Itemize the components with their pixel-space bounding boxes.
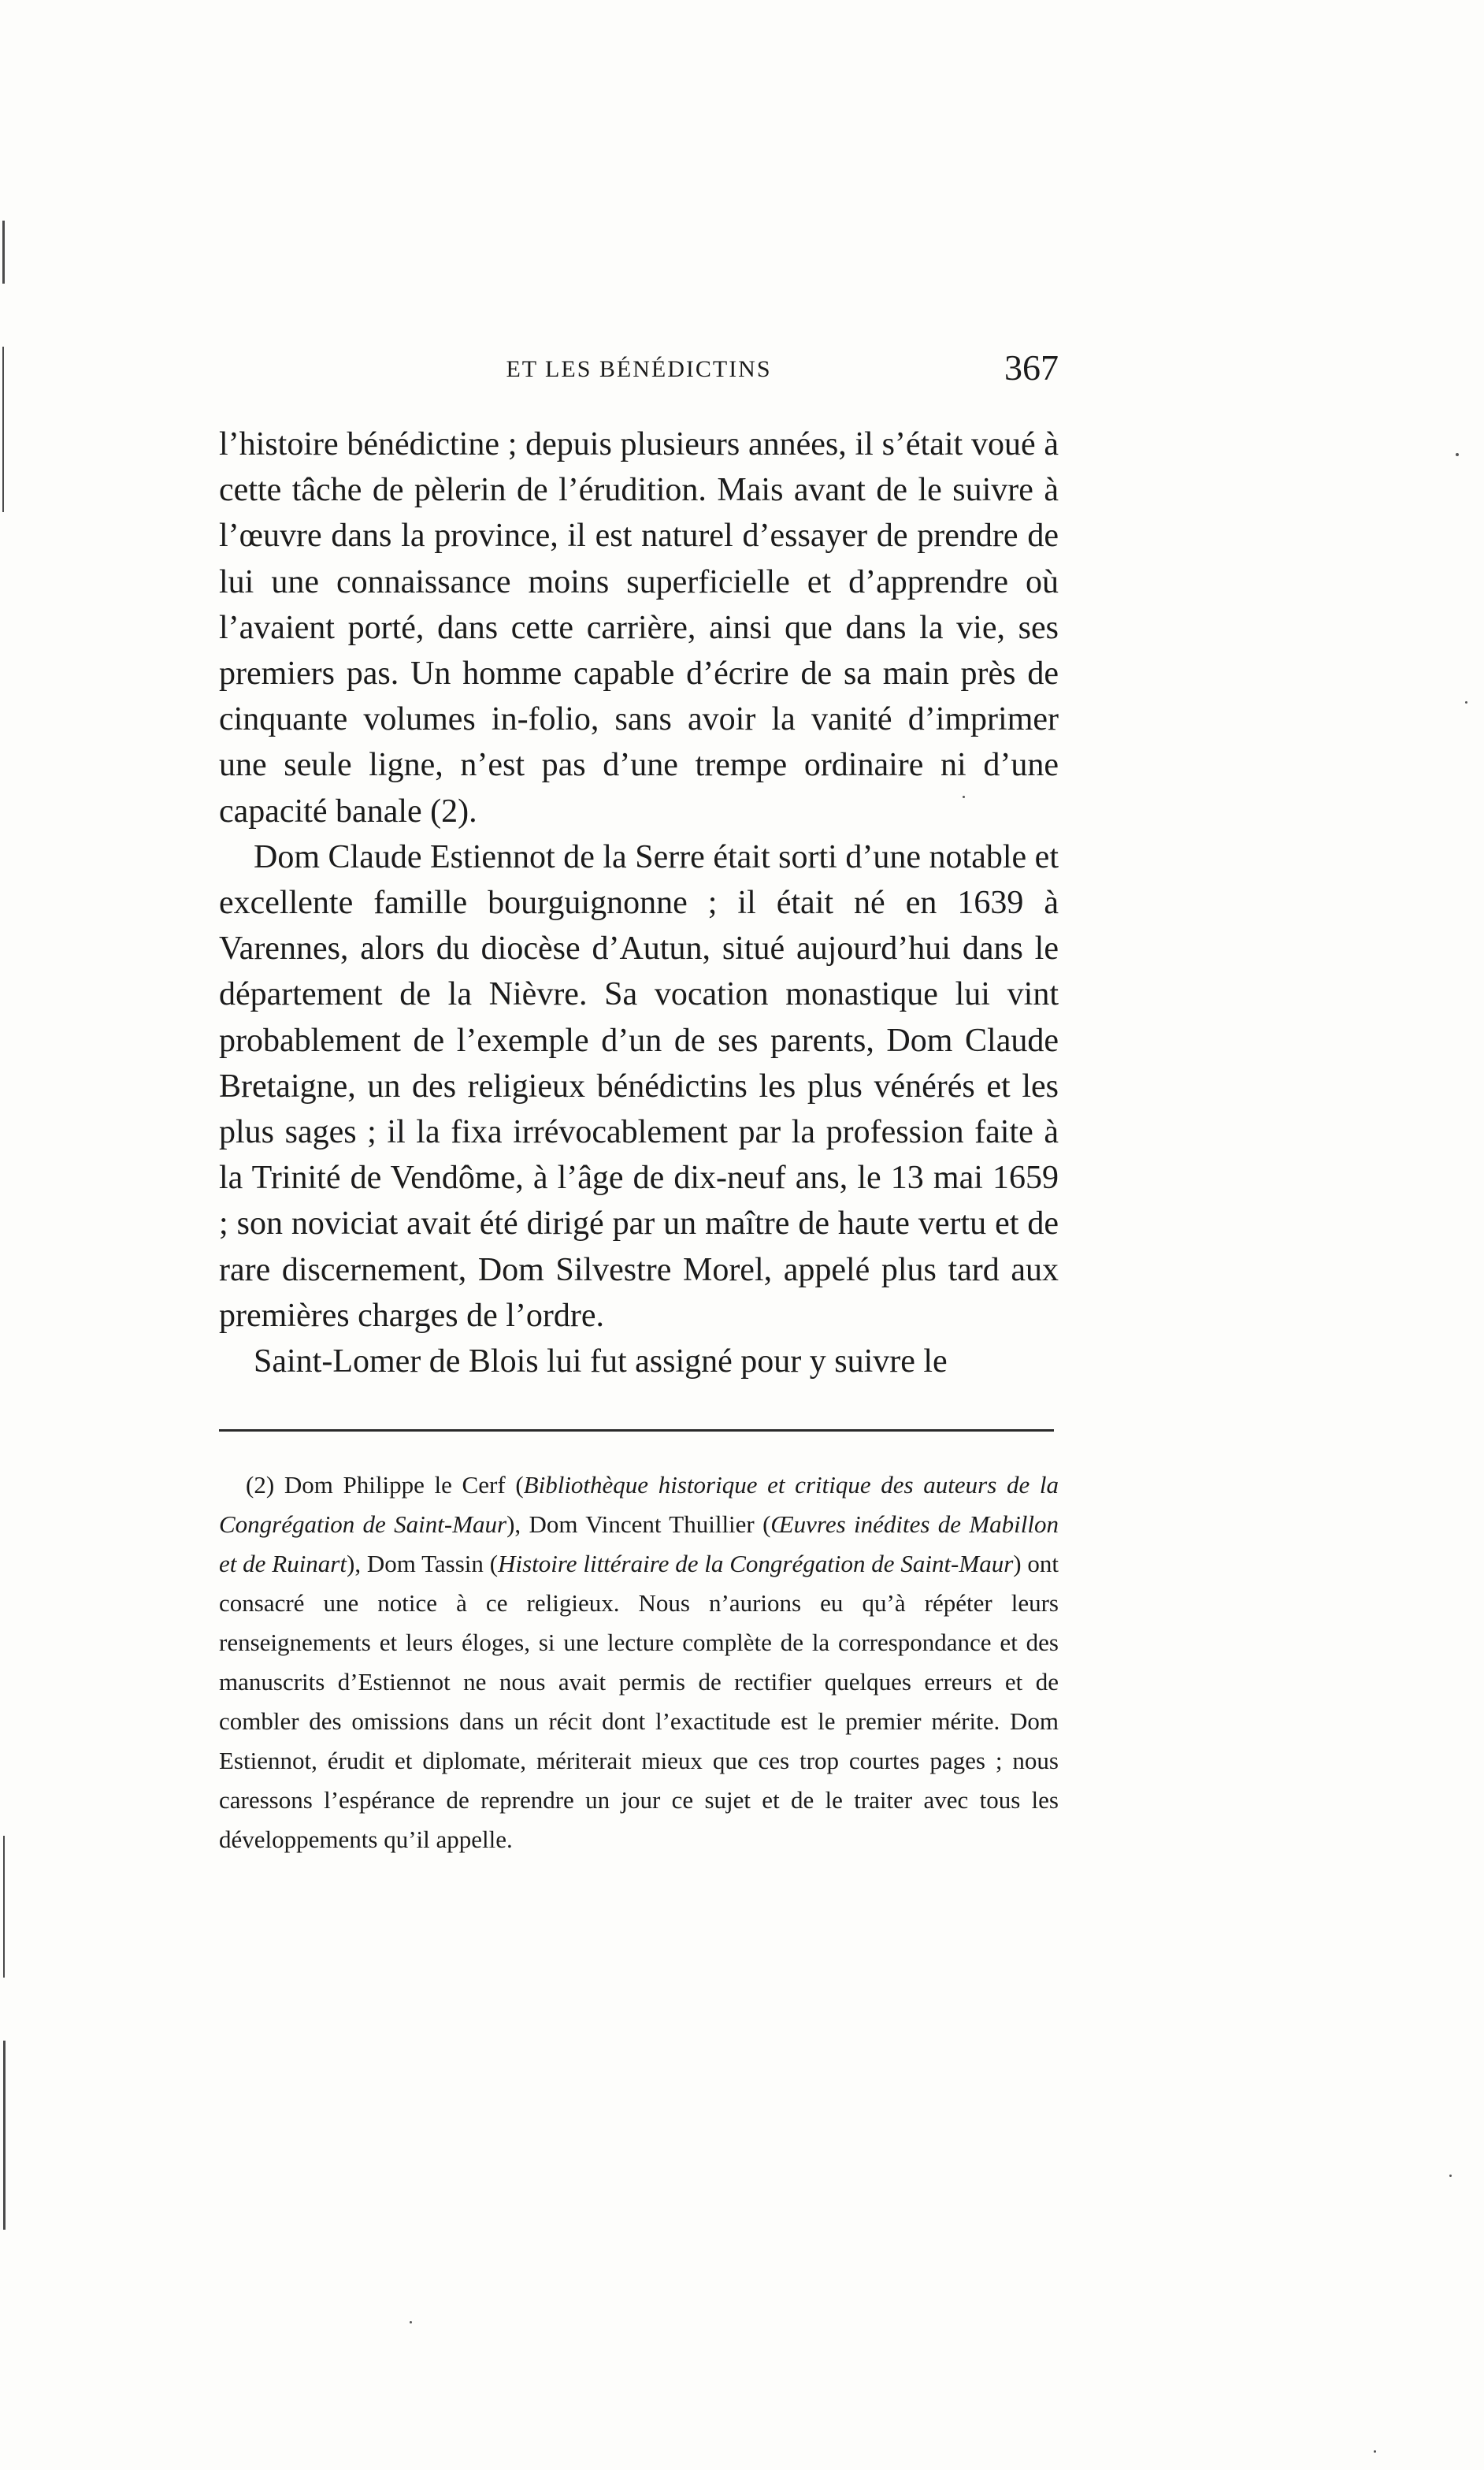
- footnote-text: ), Dom Vincent Thuillier (: [506, 1510, 771, 1538]
- page-number: 367: [1004, 347, 1059, 388]
- scan-speck: [1449, 2175, 1452, 2177]
- scan-speck: [1456, 453, 1459, 456]
- paragraph: Dom Claude Estiennot de la Serre était sorti d’une notable et excellente famille bourguignonne ; il était né en 1639 à Varennes, alors du diocèse d’Autun, situé aujourd’hui dans le département de la Nièvre. Sa vocation monastique lui vint probablement de l’exemple d’un de ses parents, Dom Claude Bretaigne, un des religieux bénédictins les plus vénérés et les plus sages ; il la fixa irrévocablement par la profession faite à la Trinité de Vendôme, à l’âge de dix-neuf ans, le 13 mai 1659 ; son noviciat avait été dirigé par un maître de haute vertu et de rare discernement, Dom Silvestre Morel, appelé plus tard aux premières charges de l’ordre.: [219, 838, 1059, 1334]
- running-head: [219, 347, 1059, 402]
- footnote: [219, 1465, 1059, 1859]
- scan-speck: [1465, 701, 1467, 704]
- footnote-rule: [219, 1429, 1054, 1432]
- scan-speck: [410, 2321, 412, 2323]
- footnote-text: (2) Dom Philippe le Cerf (: [246, 1471, 524, 1499]
- footnote-text: ) ont consacré une notice à ce religieux. Nous n’aurions eu qu’à répéter leurs renseignements et leurs éloges, si une lecture complète de la correspondance et des manuscrits d’Estiennot ne nous avait permis de rectifier quelques erreurs et de combler des omissions dans un récit dont l’exactitude est le premier mérite. Dom Estiennot, érudit et diplomate, mériterait mieux que ces trop courtes pages ; nous caressons l’espérance de reprendre un jour ce sujet et de le traiter avec tous les développements qu’il appelle.: [219, 1550, 1059, 1853]
- scan-speck: [1374, 2450, 1376, 2453]
- scan-margin-mark: [3, 1836, 5, 1978]
- footnote-citation: Histoire littéraire de la Congrégation de Saint-Maur: [498, 1550, 1014, 1577]
- footnote-citation: Œuvres inédites de Mabillon et de Ruinart: [219, 1510, 1059, 1577]
- footnote-text: ), Dom Tassin (: [347, 1550, 499, 1577]
- paragraph: Saint-Lomer de Blois lui fut assigné pour y suivre le: [254, 1343, 948, 1380]
- running-title: ET LES BÉNÉDICTINS: [506, 356, 772, 382]
- scan-margin-mark: [3, 2041, 6, 2230]
- scan-margin-mark: [2, 347, 4, 512]
- scan-margin-mark: [2, 221, 5, 284]
- body-text: [219, 422, 1059, 1384]
- footnote-citation: Bibliothèque historique et critique des auteurs de la Congrégation de Saint-Maur: [219, 1471, 1059, 1538]
- paragraph: l’histoire bénédictine ; depuis plusieurs années, il s’était voué à cette tâche de pèlerin de l’érudition. Mais avant de le suivre à l’œuvre dans la province, il est naturel d’essayer de prendre de lui une connaissance moins superficielle et d’apprendre où l’avaient porté, dans cette carrière, ainsi que dans la vie, ses premiers pas. Un homme capable d’écrire de sa main près de cinquante volumes in-folio, sans avoir la vanité d’imprimer une seule ligne, n’est pas d’une trempe ordinaire ni d’une capacité banale (2).: [219, 426, 1059, 830]
